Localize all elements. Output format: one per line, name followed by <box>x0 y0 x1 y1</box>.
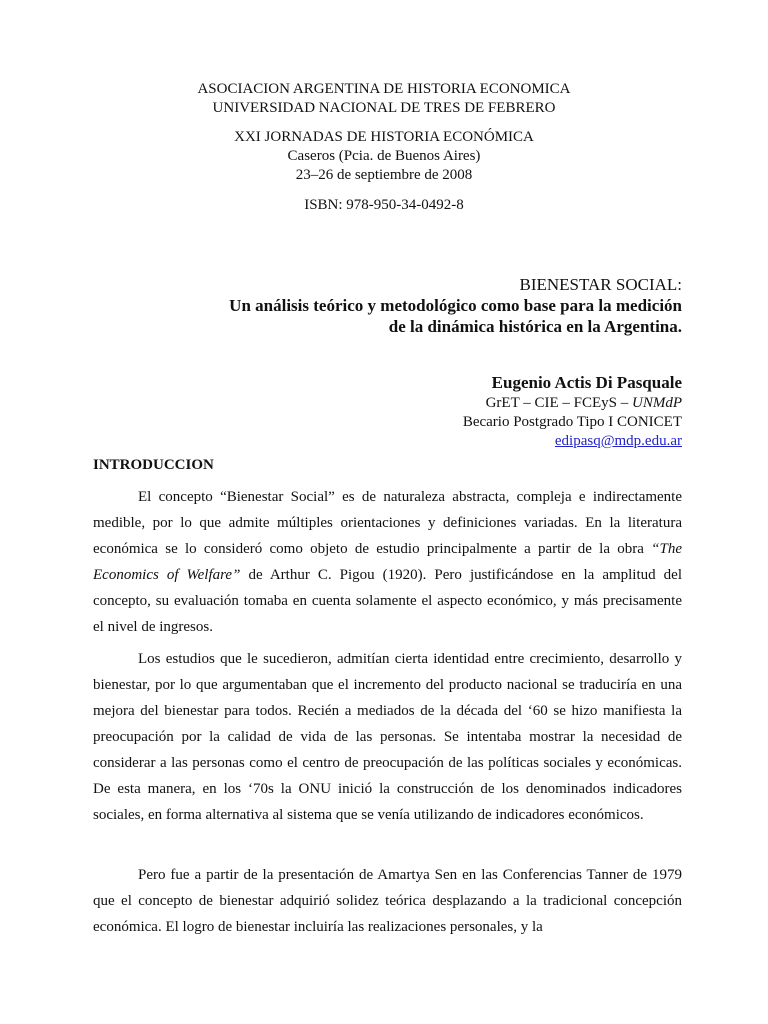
book-title: “The Economics of Welfare” <box>93 541 682 583</box>
isbn: ISBN: 978-950-34-0492-8 <box>304 197 464 213</box>
author-email-link[interactable]: edipasq@mdp.edu.ar <box>554 433 682 449</box>
isbn-block <box>0 196 768 215</box>
institution-header <box>0 80 768 118</box>
affiliation-groups: GrET – CIE – FCEyS – <box>485 395 632 411</box>
title-subtitle-line2: de la dinámica histórica en la Argentina. <box>388 317 682 336</box>
paragraph-1-text-a: El concepto “Bienestar Social” es de naturaleza abstracta, compleja e indirectamente medible, por lo que admite múltiples orientaciones y definiciones variadas. En la literatura económica se lo consideró como objeto de estudio principalmente a partir de la obra <box>93 489 682 557</box>
paper-title <box>229 274 682 337</box>
author-block <box>463 372 682 451</box>
paragraph-2-text: Los estudios que le sucedieron, admitían cierta identidad entre crecimiento, desarrollo y bienestar, por lo que argumentaban que el incremento del producto nacional se traduciría en una mejora del bienestar para todos. Recién a mediados de la década del ‘60 se hizo manifiesta la preocupación por la calidad de vida de las personas. Se intentaba mostrar la necesidad de considerar a las personas como el centro de preocupación de las políticas sociales y económicas. De esta manera, en los ‘70s la ONU inició la construcción de los denominados indicadores sociales, en forma alternativa al sistema que se venía utilizando de indicadores económicos. <box>93 651 682 823</box>
author-name: Eugenio Actis Di Pasquale <box>491 373 682 392</box>
author-position: Becario Postgrado Tipo I CONICET <box>462 414 682 430</box>
author-affiliation <box>463 394 682 413</box>
conference-dates: 23–26 de septiembre de 2008 <box>295 167 473 183</box>
conference-name: XXI JORNADAS DE HISTORIA ECONÓMICA <box>234 129 534 145</box>
affiliation-institution: UNMdP <box>632 395 682 411</box>
association-name: ASOCIACION ARGENTINA DE HISTORIA ECONOMICA <box>197 81 571 97</box>
paragraph-1 <box>93 484 682 640</box>
paragraph-2 <box>93 646 682 828</box>
university-name: UNIVERSIDAD NACIONAL DE TRES DE FEBRERO <box>212 100 556 116</box>
conference-location: Caseros (Pcia. de Buenos Aires) <box>287 148 481 164</box>
paragraph-1-text-b: de Arthur C. Pigou (1920). Pero justificándose en la amplitud del concepto, su evaluación tomaba en cuenta solamente el aspecto económico, y más precisamente el nivel de ingresos. <box>93 567 682 635</box>
section-heading: INTRODUCCION <box>93 457 214 473</box>
title-subtitle-line1: Un análisis teórico y metodológico como base para la medición <box>229 296 682 315</box>
title-main: BIENESTAR SOCIAL: <box>519 275 682 294</box>
conference-header <box>0 128 768 185</box>
paragraph-3 <box>93 862 682 940</box>
paragraph-3-text: Pero fue a partir de la presentación de Amartya Sen en las Conferencias Tanner de 1979 que el concepto de bienestar adquirió solidez teórica desplazando a la tradicional concepción económica. El logro de bienestar incluiría las realizaciones personales, y la <box>93 867 682 935</box>
